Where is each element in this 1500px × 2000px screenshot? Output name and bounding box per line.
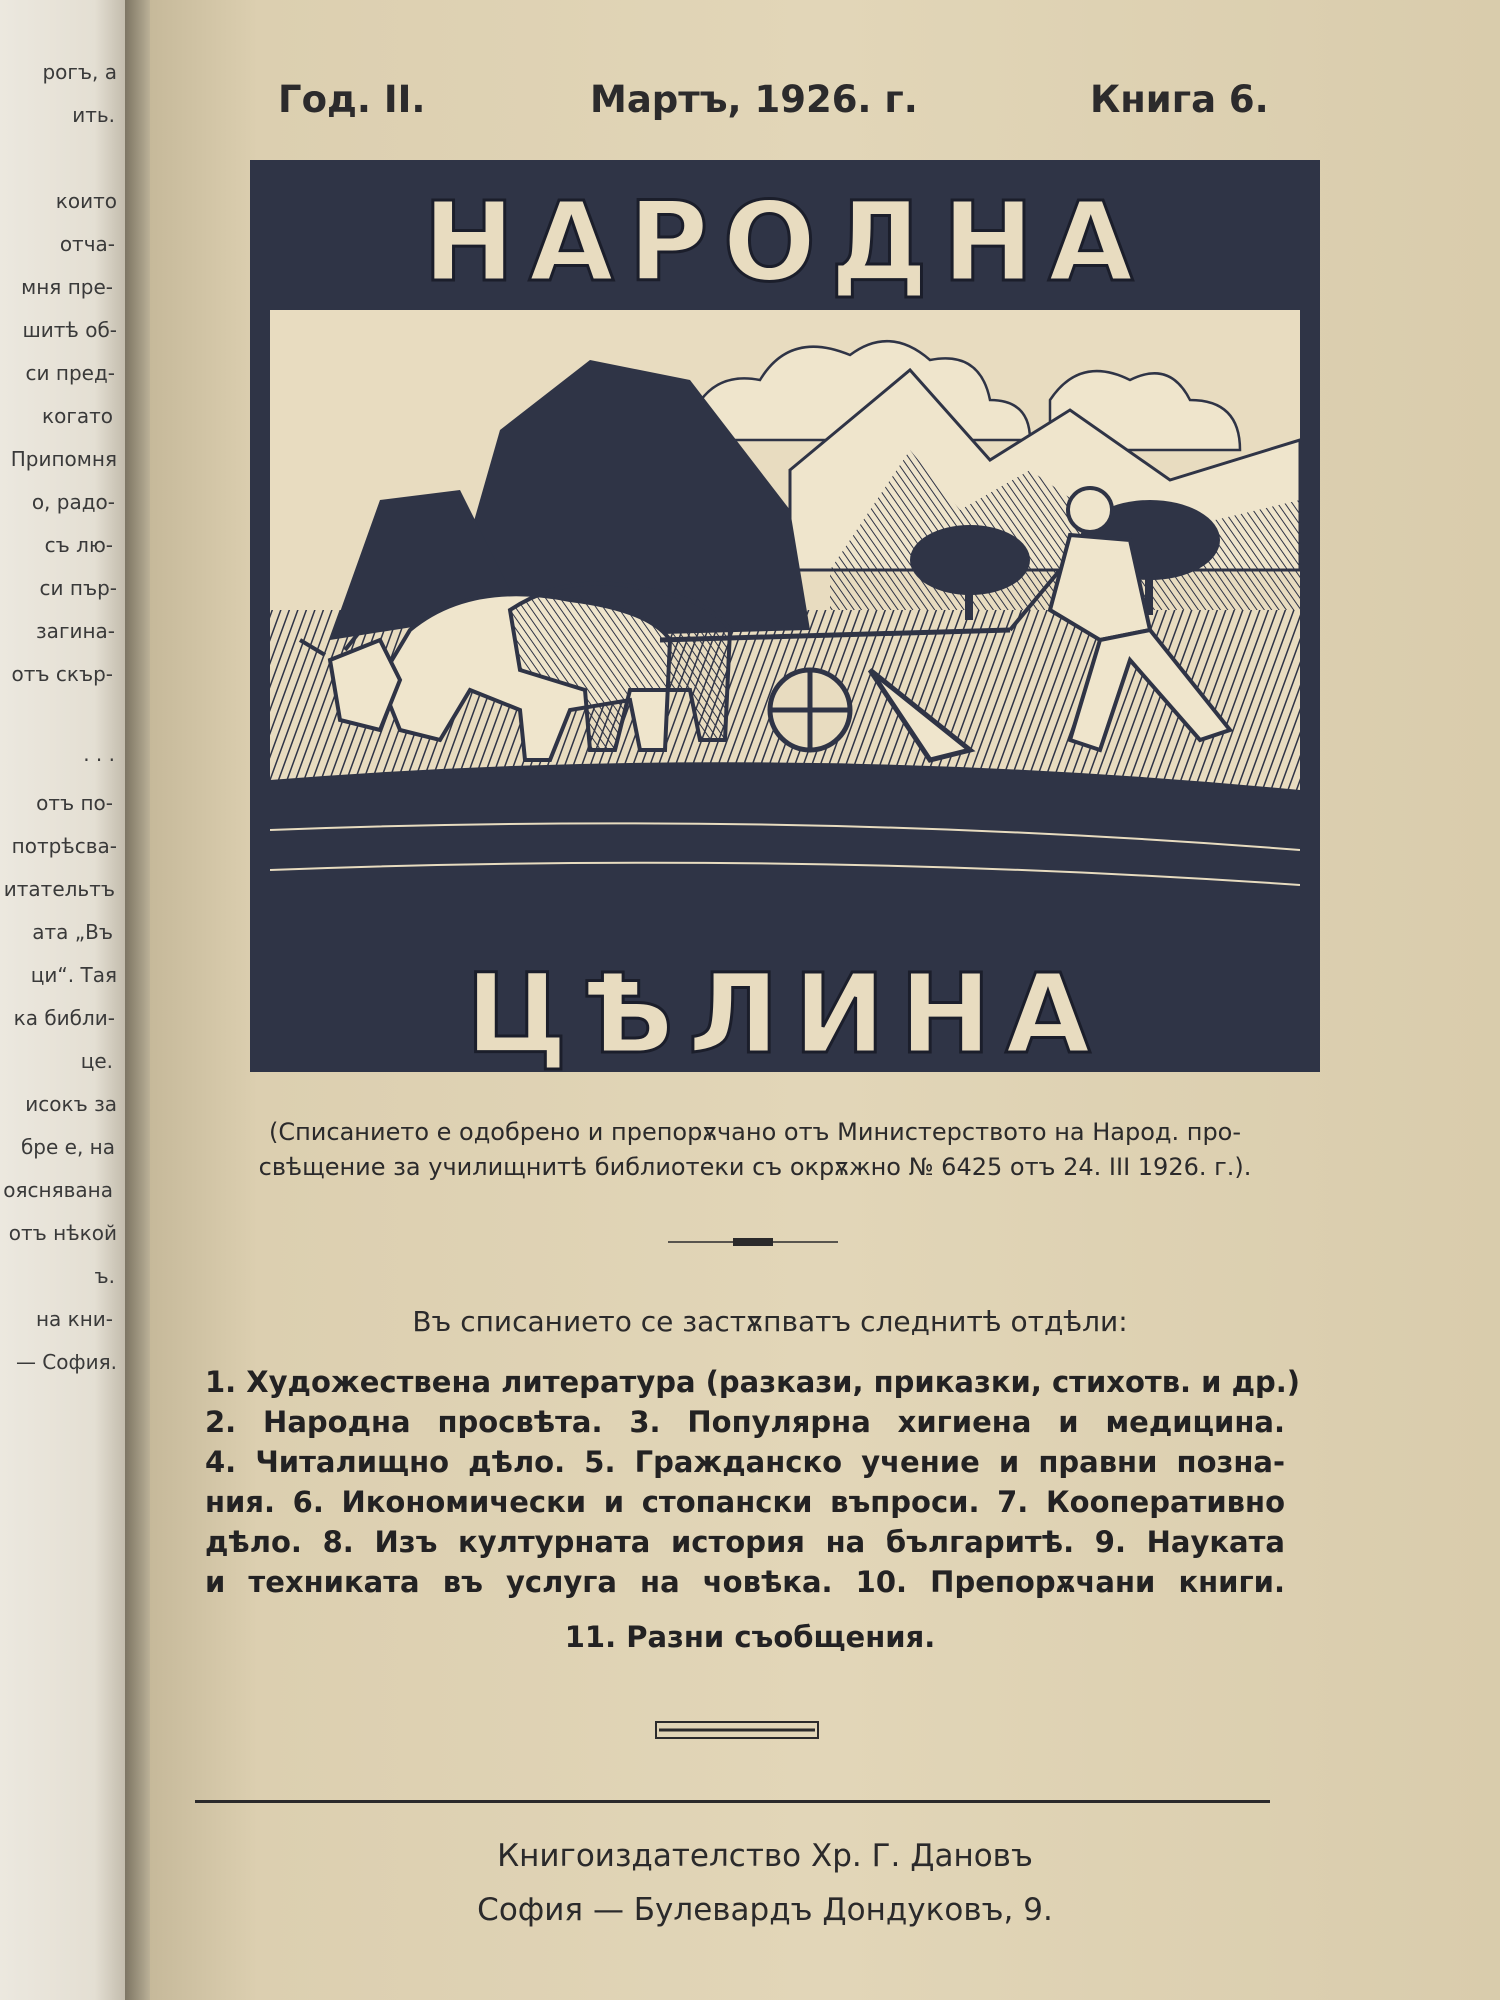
approval-note-line-1: (Списанието е одобрено и препорѫчано отъ Министерството на Народ. про- bbox=[268, 1118, 1242, 1146]
publisher-rule bbox=[195, 1800, 1270, 1803]
left-page-text-fragment: шитѣ об- bbox=[22, 318, 117, 342]
issue-year: Год. II. bbox=[278, 78, 426, 121]
left-page-text-fragment: — София. bbox=[15, 1350, 117, 1374]
section-line-1: 1. Художествена литература (разкази, приказки, стихотв. и др.) bbox=[205, 1365, 1301, 1399]
section-line-5: дѣло. 8. Изъ културната история на българитѣ. 9. Науката bbox=[205, 1525, 1285, 1559]
left-page-text-fragment: си пред- bbox=[25, 361, 115, 385]
publisher-name: Книгоиздателство Хр. Г. Дановъ bbox=[497, 1838, 1033, 1874]
left-page-text-fragment: на кни- bbox=[35, 1307, 113, 1331]
left-page-text-fragment: ить. bbox=[72, 103, 115, 127]
left-page-text-fragment: ояснявана bbox=[3, 1178, 113, 1202]
issue-book-number: Книга 6. bbox=[1090, 78, 1269, 121]
section-line-4: ния. 6. Икономически и стопански въпроси. 7. Кооперативно bbox=[205, 1485, 1285, 1519]
left-page-text-fragment: исокъ за bbox=[25, 1092, 117, 1116]
issue-date: Мартъ, 1926. г. bbox=[590, 78, 918, 121]
left-page-text-fragment: си пър- bbox=[39, 576, 117, 600]
left-page-text-fragment: когато bbox=[42, 404, 113, 428]
sections-intro: Въ списанието се застѫпватъ следнитѣ отдѣли: bbox=[412, 1305, 1128, 1338]
left-page-text-fragment: отъ по- bbox=[36, 791, 113, 815]
section-line-3: 4. Читалищно дѣло. 5. Гражданско учение и правни позна- bbox=[205, 1445, 1285, 1479]
cover-block bbox=[250, 160, 1320, 1078]
section-line-2: 2. Народна просвѣта. 3. Популярна хигиена и медицина. bbox=[205, 1405, 1285, 1439]
ornament-bar bbox=[655, 1720, 820, 1740]
left-page-text-fragment: съ лю- bbox=[44, 533, 113, 557]
left-page-text-fragment: мня пре- bbox=[21, 275, 113, 299]
ornament-divider bbox=[668, 1235, 838, 1249]
left-page-text-fragment: ци“. Тая bbox=[30, 963, 117, 987]
left-page-text-fragment: които bbox=[55, 189, 117, 213]
left-page-text-fragment: · · · bbox=[83, 748, 115, 772]
section-line-6: и техниката въ услуга на човѣка. 10. Препорѫчани книги. bbox=[205, 1565, 1285, 1599]
left-page-text-fragment: отча- bbox=[59, 232, 115, 256]
publisher-address: София — Булевардъ Дондуковъ, 9. bbox=[477, 1892, 1053, 1928]
magazine-title-top: НАРОДНА bbox=[422, 178, 1148, 306]
left-page-text-fragment: отъ нѣкой bbox=[8, 1221, 117, 1245]
left-page-text-fragment: загина- bbox=[36, 619, 115, 643]
left-page-text-fragment: це. bbox=[80, 1049, 113, 1073]
left-facing-page bbox=[0, 0, 135, 2000]
left-page-text-fragment: ка библи- bbox=[13, 1006, 115, 1030]
left-page-text-fragment: рогъ, а bbox=[42, 60, 117, 84]
approval-note-line-2: свѣщение за училищнитѣ библиотеки съ окрѫжно № 6425 отъ 24. III 1926. г.). bbox=[258, 1153, 1252, 1181]
left-page-text-fragment: Припомня bbox=[10, 447, 117, 471]
left-page-text-fragment: ата „Въ bbox=[32, 920, 113, 944]
left-page-text-fragment: отъ скър- bbox=[11, 662, 113, 686]
left-page-text-fragment: бре е, на bbox=[20, 1135, 115, 1159]
left-page-text-fragment: о, радо- bbox=[31, 490, 115, 514]
section-line-7: 11. Разни съобщения. bbox=[564, 1620, 936, 1654]
left-page-text-fragment: потрѣсва- bbox=[11, 834, 117, 858]
left-page-text-fragment: итательтъ bbox=[3, 877, 115, 901]
magazine-title-bottom: ЦѢЛИНА bbox=[465, 950, 1105, 1078]
left-page-text-fragment: ъ. bbox=[94, 1264, 115, 1288]
ploughman-with-oxen-illustration bbox=[270, 310, 1300, 930]
